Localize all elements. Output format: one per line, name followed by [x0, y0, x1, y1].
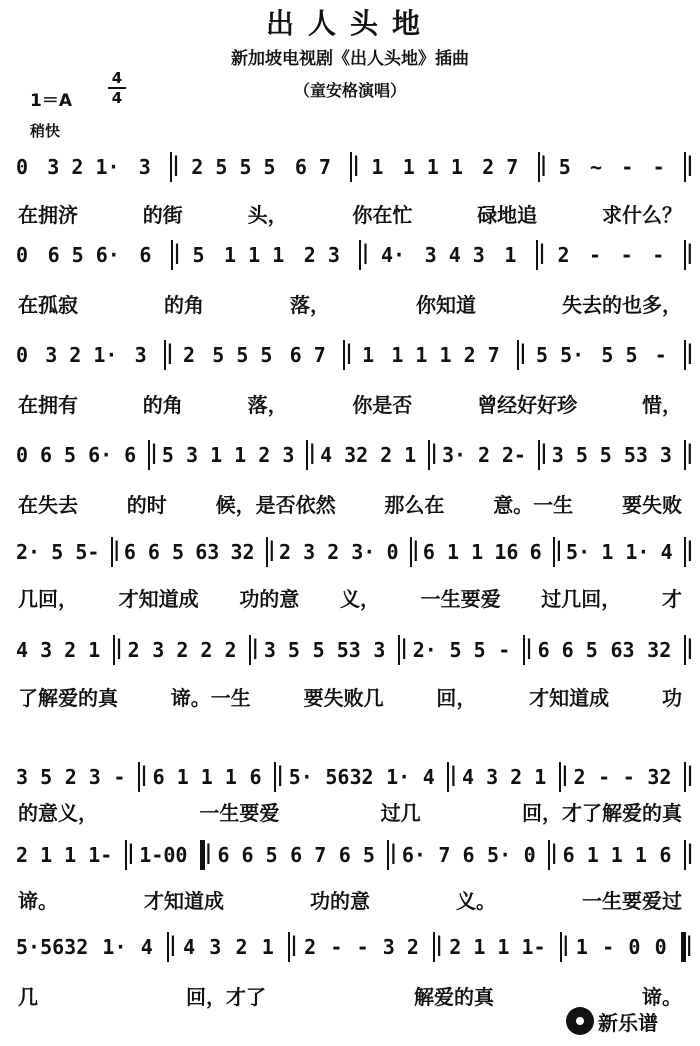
double-barline: ‖	[200, 840, 205, 870]
note-group: 3	[659, 443, 672, 467]
note-group: -	[498, 638, 511, 662]
note-group: 0	[654, 935, 667, 959]
barline: |	[523, 635, 525, 665]
lyric-phrase: 的意义，	[18, 800, 98, 825]
note-group: 0	[523, 843, 536, 867]
note-group: -	[330, 935, 343, 959]
barline: |	[553, 537, 555, 567]
barline: |	[433, 932, 435, 962]
lyric-phrase: 几	[18, 984, 38, 1009]
barline: |	[138, 762, 140, 792]
watermark-brand: 新乐谱	[598, 1010, 658, 1035]
barline: |	[684, 762, 686, 792]
note-group: 6 7	[294, 155, 331, 179]
barline: |	[398, 635, 400, 665]
lyric-phrase: 功的意	[239, 586, 300, 611]
note-group: 1 1·	[601, 540, 650, 564]
note-group: 1	[575, 935, 588, 959]
lyric-phrase: 在失去	[18, 492, 78, 517]
lyric-phrase: 失去的也多，	[562, 292, 682, 317]
notation-row	[16, 930, 693, 964]
note-group: 3	[209, 935, 222, 959]
note-group: 1	[261, 935, 274, 959]
barline: |	[266, 537, 268, 567]
note-group: 6	[124, 443, 137, 467]
lyric-row	[18, 388, 682, 418]
time-signature-top: 4	[111, 69, 123, 87]
note-group: 3 4 3	[424, 243, 485, 267]
lyric-phrase: 要失败几	[303, 685, 384, 710]
barline: |	[684, 240, 686, 270]
note-group: 1-00	[139, 843, 188, 867]
note-group: 0	[628, 935, 641, 959]
lyric-phrase: 惜，	[641, 392, 682, 417]
note-group: 2 1 1 1-	[16, 843, 113, 867]
note-group: 5	[192, 243, 205, 267]
note-group: -	[621, 155, 634, 179]
lyric-phrase: 那么在	[384, 492, 445, 517]
lyric-phrase: 解爱的真	[414, 984, 494, 1009]
notation-row	[16, 438, 696, 472]
note-group: 5 3 1 1 2 3	[161, 443, 295, 467]
note-group: 4	[422, 765, 435, 789]
note-group: 4	[320, 443, 333, 467]
barline: |	[538, 440, 540, 470]
barline: |	[343, 340, 345, 370]
note-group: 0	[16, 243, 29, 267]
note-group: 5 5	[601, 343, 638, 367]
lyric-phrase: 的街	[142, 202, 183, 227]
lyric-row	[18, 488, 682, 518]
lyric-row	[18, 796, 682, 826]
barline: |	[359, 240, 361, 270]
note-group: -	[589, 243, 602, 267]
note-group: 32	[230, 540, 255, 564]
note-group: 0	[16, 443, 29, 467]
note-group: 3 5	[551, 443, 588, 467]
notation-row	[16, 150, 696, 184]
lyric-phrase: 回，才了	[186, 984, 266, 1009]
note-group: 2	[235, 935, 248, 959]
note-group: -	[113, 765, 126, 789]
note-group: 5	[558, 155, 571, 179]
lyric-phrase: 候，是否依然	[215, 492, 336, 517]
note-group: 2	[304, 935, 317, 959]
note-group: 0	[16, 155, 29, 179]
key-signature: 1＝A	[30, 91, 72, 111]
note-group: 2	[557, 243, 570, 267]
note-group: 5 5 5	[212, 343, 273, 367]
note-group: 3 2 1·	[47, 155, 120, 179]
barline: |	[684, 840, 686, 870]
barline: |	[684, 340, 686, 370]
note-group: 1 1 1 2 7	[391, 343, 500, 367]
note-group: 4 3 2 1	[16, 638, 101, 662]
note-group: ~	[590, 155, 603, 179]
note-group: 2·	[412, 638, 437, 662]
lyric-phrase: 要失败	[621, 492, 682, 517]
lyric-row	[18, 288, 682, 318]
barline: |	[410, 537, 412, 567]
barline: |	[428, 440, 430, 470]
note-group: 5·	[566, 540, 591, 564]
note-group: 3	[134, 343, 147, 367]
lyric-row	[18, 198, 682, 228]
lyric-phrase: 意。一生	[493, 492, 574, 517]
note-group: 1	[371, 155, 384, 179]
note-group: 1·	[386, 765, 411, 789]
barline: |	[387, 840, 389, 870]
note-group: 5 53	[312, 638, 361, 662]
note-group: 4 3 2 1	[461, 765, 547, 789]
note-group: -	[598, 765, 611, 789]
tempo-marking: 稍快	[30, 122, 61, 140]
lyric-phrase: 一生要爱	[420, 586, 501, 611]
lyric-phrase: 功	[661, 685, 682, 710]
note-group: 2 3 2 3·	[278, 540, 376, 564]
singer-credit: （童安格演唱）	[293, 81, 406, 100]
time-signature	[108, 70, 126, 106]
lyric-phrase: 落，	[290, 292, 330, 317]
watermark-logo	[566, 1005, 686, 1037]
lyric-phrase: 功的意	[310, 888, 370, 913]
lyric-phrase: 的角	[142, 392, 183, 417]
record-disc-icon	[566, 1007, 594, 1035]
note-group: 63	[195, 540, 220, 564]
note-group: 5 53	[599, 443, 648, 467]
barline: |	[548, 840, 550, 870]
lyric-phrase: 回，	[436, 685, 477, 710]
barline: |	[164, 340, 166, 370]
note-group: 3·	[441, 443, 467, 467]
barline: |	[167, 932, 169, 962]
barline: |	[125, 840, 127, 870]
lyric-phrase: 落，	[247, 392, 288, 417]
note-group: 6	[529, 540, 542, 564]
note-group: 6 5 6·	[39, 443, 113, 467]
note-group: 6	[249, 765, 262, 789]
note-group: 5 5·	[536, 343, 585, 367]
notation-row	[16, 633, 696, 667]
note-group: 2·	[16, 540, 41, 564]
note-group: 6	[659, 843, 672, 867]
note-group: 2 7	[482, 155, 519, 179]
lyric-phrase: 过几回，	[541, 586, 622, 611]
barline: |	[148, 440, 150, 470]
note-group: 6 7	[290, 843, 327, 867]
barline: |	[684, 537, 686, 567]
note-group: 5·	[487, 843, 512, 867]
note-group: 3 5	[263, 638, 300, 662]
note-group: 6 6 5	[537, 638, 598, 662]
note-group: 1 1 1	[224, 243, 285, 267]
lyric-phrase: 在孤寂	[18, 292, 78, 317]
lyric-phrase: 才知道成	[144, 888, 224, 913]
note-group: -	[620, 243, 633, 267]
barline: |	[171, 240, 173, 270]
barline: |	[249, 635, 251, 665]
note-group: 5 5	[449, 638, 486, 662]
note-group: 1 1 1	[402, 155, 463, 179]
note-group: 0	[16, 343, 29, 367]
note-group: 0	[386, 540, 399, 564]
note-group: 6 1 1	[422, 540, 484, 564]
lyric-phrase: 谛。一生	[170, 685, 251, 710]
note-group: -	[654, 343, 667, 367]
note-group: 6 5	[338, 843, 375, 867]
note-group: 3 5	[16, 765, 53, 789]
note-group: 2	[477, 443, 490, 467]
notation-row	[16, 760, 697, 794]
lyric-row	[18, 884, 682, 914]
double-barline: ‖	[681, 932, 686, 962]
note-group: 5·	[288, 765, 313, 789]
barline: |	[113, 635, 115, 665]
lyric-phrase: 谛。	[642, 984, 682, 1009]
note-group: -	[622, 765, 635, 789]
notation-row	[16, 338, 696, 372]
note-group: 4	[660, 540, 673, 564]
barline: |	[306, 440, 308, 470]
note-group: 6 6 5	[217, 843, 278, 867]
lyric-phrase: 你知道	[416, 292, 476, 317]
note-group: 4·	[380, 243, 406, 267]
note-group: 3	[138, 155, 151, 179]
lyric-phrase: 几回，	[18, 586, 78, 611]
lyric-phrase: 过几	[380, 800, 421, 825]
lyric-phrase: 回，才了解爱的真	[521, 800, 682, 825]
note-group: 2 5 5 5	[191, 155, 276, 179]
barline: |	[684, 152, 686, 182]
lyric-phrase: 才	[661, 586, 682, 611]
note-group: 1·	[102, 935, 127, 959]
song-subtitle: 新加坡电视剧《出人头地》插曲	[231, 49, 469, 69]
note-group: 4	[140, 935, 153, 959]
note-group: 16	[494, 540, 519, 564]
lyric-phrase: 义。	[456, 888, 496, 913]
lyric-phrase: 一生要爱过	[582, 888, 682, 913]
note-group: 32	[344, 443, 369, 467]
note-group: 3 2	[382, 935, 419, 959]
note-group: 2 1	[380, 443, 417, 467]
note-group: 2	[183, 343, 196, 367]
lyric-phrase: 求什么？	[601, 202, 682, 227]
note-group: 5632	[325, 765, 374, 789]
note-group: 2 1 1 1-	[449, 935, 546, 959]
note-group: 6	[139, 243, 152, 267]
lyric-phrase: 你是否	[352, 392, 413, 417]
note-group: 1	[362, 343, 375, 367]
note-group: 1	[504, 243, 517, 267]
note-group: 3	[373, 638, 386, 662]
barline: |	[350, 152, 352, 182]
barline: |	[684, 440, 686, 470]
lyric-phrase: 的角	[164, 292, 204, 317]
note-group: 63	[610, 638, 635, 662]
note-group: 2-	[501, 443, 526, 467]
lyric-row	[18, 582, 682, 612]
lyric-phrase: 才知道成	[529, 685, 610, 710]
notation-row	[16, 535, 696, 569]
barline: |	[274, 762, 276, 792]
barline: |	[538, 152, 540, 182]
barline: |	[684, 635, 686, 665]
lyric-phrase: 头，	[247, 202, 288, 227]
note-group: 6 6 5	[123, 540, 185, 564]
note-group: 5·5632	[16, 935, 89, 959]
note-group: 6 7	[289, 343, 326, 367]
note-group: 3 2 2 2	[152, 638, 237, 662]
barline: |	[288, 932, 290, 962]
lyric-phrase: 在拥有	[18, 392, 78, 417]
note-group: 2 3	[64, 765, 101, 789]
note-group: 6 1 1 1	[562, 843, 647, 867]
note-group: 32	[647, 638, 672, 662]
time-signature-bottom: 4	[111, 89, 123, 107]
note-group: 4	[183, 935, 196, 959]
lyric-phrase: 谛。	[18, 888, 58, 913]
barline: |	[536, 240, 538, 270]
note-group: 6 5 6·	[47, 243, 120, 267]
note-group: 2	[573, 765, 586, 789]
barline: |	[517, 340, 519, 370]
lyric-phrase: 才知道成	[118, 586, 199, 611]
note-group: 3 2 1·	[45, 343, 118, 367]
lyric-row	[18, 681, 682, 711]
note-group: 6·	[401, 843, 426, 867]
note-group: 2	[127, 638, 140, 662]
note-group: 2 3	[303, 243, 340, 267]
lyric-phrase: 在拥济	[18, 202, 78, 227]
lyric-phrase: 了解爱的真	[18, 685, 118, 710]
lyric-phrase: 碌地追	[477, 202, 538, 227]
notation-row	[16, 238, 696, 272]
notation-row	[16, 838, 696, 872]
barline: |	[111, 537, 113, 567]
note-group: -	[652, 155, 665, 179]
lyric-phrase: 义，	[339, 586, 380, 611]
barline: |	[560, 932, 562, 962]
note-group: 7 6	[438, 843, 475, 867]
note-group: -	[652, 243, 665, 267]
note-group: 32	[647, 765, 672, 789]
lyric-phrase: 你在忙	[352, 202, 413, 227]
note-group: 6 1 1 1	[152, 765, 237, 789]
note-group: -	[602, 935, 615, 959]
lyric-phrase: 的时	[126, 492, 167, 517]
barline: |	[170, 152, 172, 182]
barline: |	[559, 762, 561, 792]
lyric-phrase: 一生要爱	[199, 800, 280, 825]
barline: |	[447, 762, 449, 792]
song-title: 出人头地	[265, 7, 434, 40]
note-group: 5 5-	[51, 540, 100, 564]
note-group: -	[356, 935, 369, 959]
lyric-phrase: 曾经好好珍	[477, 392, 578, 417]
